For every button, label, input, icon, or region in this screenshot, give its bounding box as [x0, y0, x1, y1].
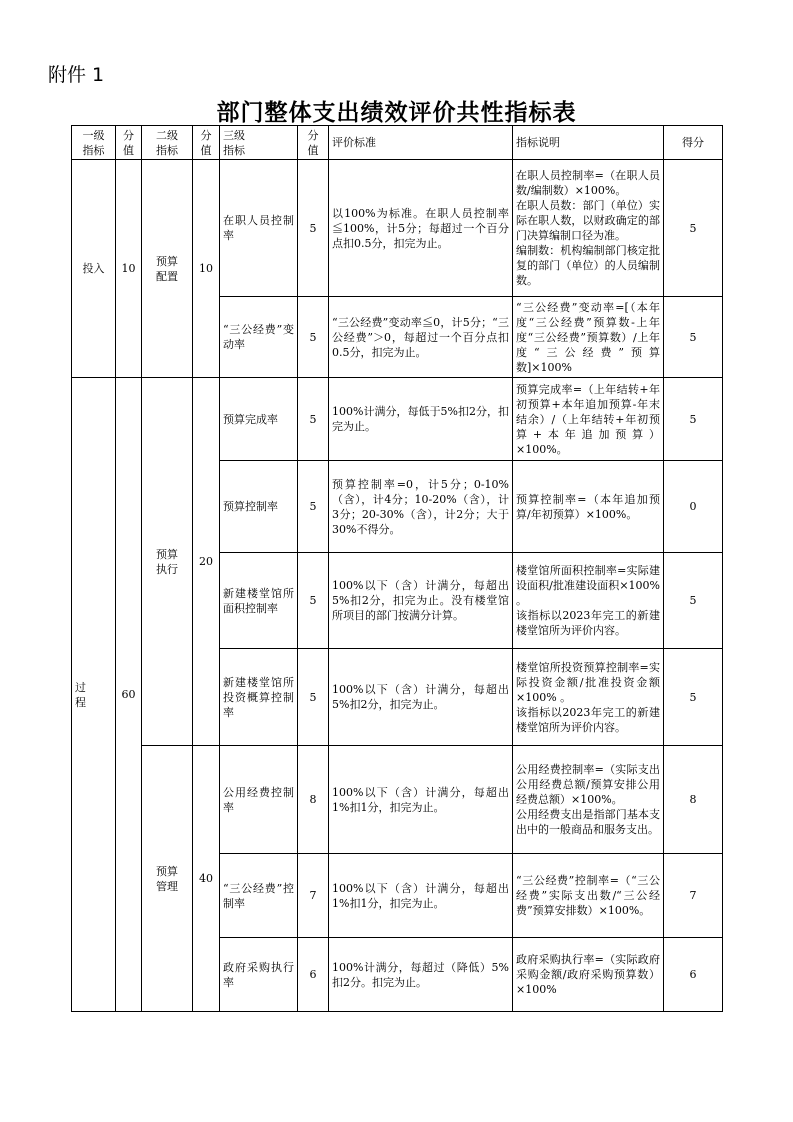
level2-budget-mgmt: 预算 管理	[142, 746, 193, 1012]
result-score: 8	[664, 746, 723, 854]
level3-name: 新建楼堂馆所投资概算控制率	[220, 649, 298, 746]
level1-process: 过 程	[72, 378, 116, 1012]
header-level1: 一级 指标	[72, 126, 116, 160]
result-score: 5	[664, 649, 723, 746]
evaluation-standard: 100%计满分，每低于5%扣2分，扣完为止。	[329, 378, 513, 461]
level2-budget-config-score: 10	[193, 160, 220, 378]
table-row	[72, 160, 723, 297]
indicator-explanation: “三公经费”控制率=（“三公经费”实际支出数/“三公经费”预算安排数）×100%。	[513, 854, 664, 938]
level2-budget-config: 预算 配置	[142, 160, 193, 378]
level3-score: 6	[298, 938, 329, 1012]
header-level2: 二级 指标	[142, 126, 193, 160]
evaluation-standard: 100%以下（含）计满分，每超出1%扣1分，扣完为止。	[329, 746, 513, 854]
result-score: 5	[664, 160, 723, 297]
level3-name: 在职人员控制率	[220, 160, 298, 297]
header-score2: 分 值	[193, 126, 220, 160]
level3-name: “三公经费”控制率	[220, 854, 298, 938]
page-title: 部门整体支出绩效评价共性指标表	[216, 99, 577, 126]
evaluation-standard: 100%计满分，每超过（降低）5%扣2分。扣完为止。	[329, 938, 513, 1012]
indicator-explanation: 预算完成率=（上年结转+年初预算+本年追加预算-年末结余）/（上年结转+年初预算+本年追加预算）×100%。	[513, 378, 664, 461]
level3-name: “三公经费”变动率	[220, 297, 298, 378]
result-score: 5	[664, 378, 723, 461]
level2-budget-exec: 预算 执行	[142, 378, 193, 746]
indicator-explanation: 预算控制率=（本年追加预算/年初预算）×100%。	[513, 461, 664, 553]
header-level3: 三级 指标	[220, 126, 298, 160]
header-score3: 分 值	[298, 126, 329, 160]
level1-input: 投入	[72, 160, 116, 378]
level3-score: 7	[298, 854, 329, 938]
level3-score: 5	[298, 297, 329, 378]
level3-score: 5	[298, 553, 329, 649]
attachment-label: 附件 1	[48, 64, 105, 86]
level3-name: 新建楼堂馆所面积控制率	[220, 553, 298, 649]
level3-score: 8	[298, 746, 329, 854]
indicator-explanation: 公用经费控制率=（实际支出公用经费总额/预算安排公用经费总额）×100%。 公用经费支出是指部门基本支出中的一般商品和服务支出。	[513, 746, 664, 854]
level3-score: 5	[298, 649, 329, 746]
table-row	[72, 746, 723, 854]
header-standard: 评价标准	[329, 126, 513, 160]
level1-process-score: 60	[116, 378, 142, 1012]
level3-name: 预算控制率	[220, 461, 298, 553]
evaluation-standard: 100%以下（含）计满分，每超出5%扣2分，扣完为止。没有楼堂馆所项目的部门按满分计算。	[329, 553, 513, 649]
indicator-explanation: 楼堂馆所面积控制率=实际建设面积/批准建设面积×100% 。 该指标以2023年完工的新建楼堂馆所为评价内容。	[513, 553, 664, 649]
table-header-row	[72, 126, 723, 160]
level2-budget-mgmt-score: 40	[193, 746, 220, 1012]
level3-name: 政府采购执行率	[220, 938, 298, 1012]
header-result: 得分	[664, 126, 723, 160]
result-score: 5	[664, 553, 723, 649]
header-score1: 分 值	[116, 126, 142, 160]
level3-name: 预算完成率	[220, 378, 298, 461]
level3-score: 5	[298, 461, 329, 553]
level3-name: 公用经费控制率	[220, 746, 298, 854]
indicator-explanation: “三公经费”变动率=[（本年度“三公经费”预算数-上年度“三公经费”预算数）/上年度“三公经费”预算数]×100%	[513, 297, 664, 378]
evaluation-standard: 100%以下（含）计满分，每超出1%扣1分，扣完为止。	[329, 854, 513, 938]
result-score: 7	[664, 854, 723, 938]
indicator-explanation: 楼堂馆所投资预算控制率=实际投资金额/批准投资金额×100% 。 该指标以2023年完工的新建楼堂馆所为评价内容。	[513, 649, 664, 746]
evaluation-standard: 以100%为标准。在职人员控制率≦100%，计5分；每超过一个百分点扣0.5分，扣完为止。	[329, 160, 513, 297]
level3-score: 5	[298, 378, 329, 461]
level1-input-score: 10	[116, 160, 142, 378]
evaluation-standard: 100%以下（含）计满分，每超出5%扣2分，扣完为止。	[329, 649, 513, 746]
evaluation-standard: 预算控制率=0，计5分；0-10%（含），计4分；10-20%（含），计3分；20-30%（含），计2分；大于30%不得分。	[329, 461, 513, 553]
level2-budget-exec-score: 20	[193, 378, 220, 746]
indicator-explanation: 政府采购执行率=（实际政府采购金额/政府采购预算数）×100%	[513, 938, 664, 1012]
header-explanation: 指标说明	[513, 126, 664, 160]
table-row	[72, 378, 723, 461]
result-score: 5	[664, 297, 723, 378]
evaluation-standard: “三公经费”变动率≦0，计5分；“三公经费”＞0，每超过一个百分点扣0.5分，扣完为止。	[329, 297, 513, 378]
indicator-table	[71, 125, 723, 1012]
level3-score: 5	[298, 160, 329, 297]
result-score: 0	[664, 461, 723, 553]
indicator-explanation: 在职人员控制率=（在职人员数/编制数）×100%。 在职人员数：部门（单位）实际在职人数，以财政确定的部门决算编制口径为准。 编制数：机构编制部门核定批复的部门（单位）的人员编制数。	[513, 160, 664, 297]
result-score: 6	[664, 938, 723, 1012]
